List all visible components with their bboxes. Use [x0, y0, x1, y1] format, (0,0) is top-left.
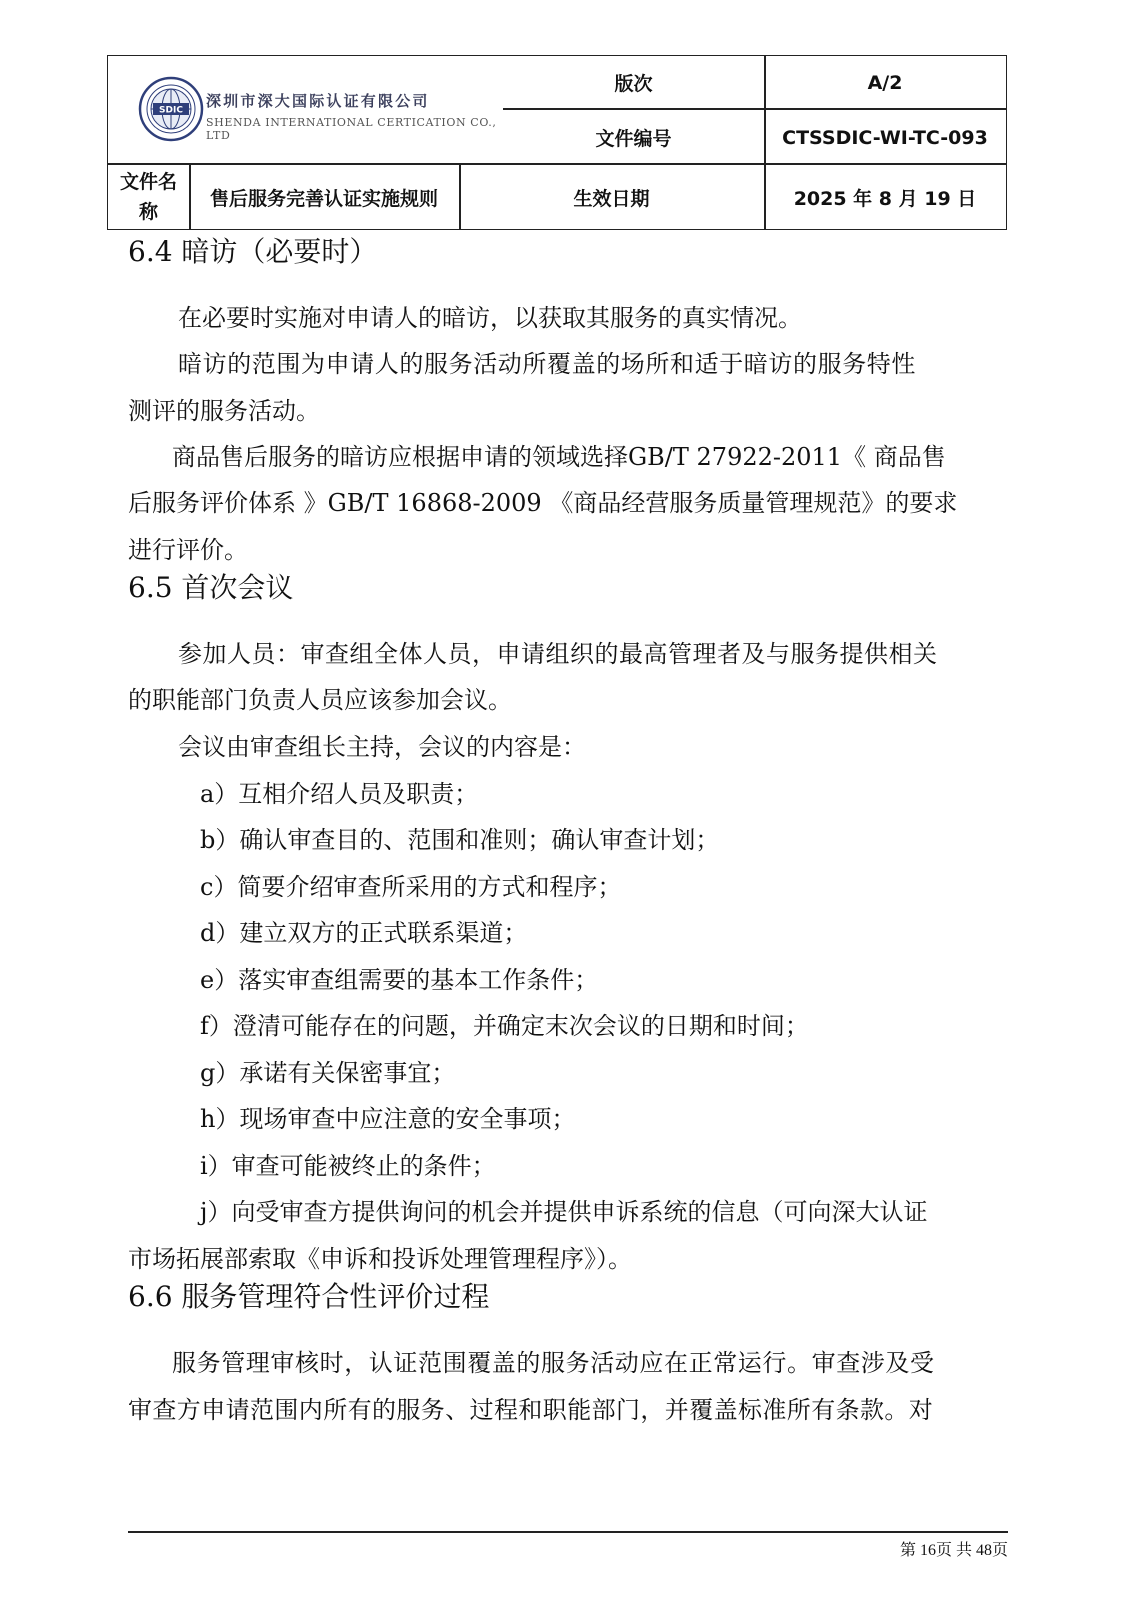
paragraph: 服务管理审核时，认证范围覆盖的服务活动应在正常运行。审查涉及受: [172, 1349, 935, 1377]
company-logo-block: [108, 56, 515, 164]
document-header-table: [107, 55, 1007, 230]
list-item: j）向受审查方提供询问的机会并提供申诉系统的信息（可向深大认证: [200, 1198, 928, 1226]
doc-name-value: 售后服务完善认证实施规则: [209, 187, 438, 210]
list-item: g）承诺有关保密事宜；: [200, 1059, 456, 1087]
paragraph: 在必要时实施对申请人的暗访，以获取其服务的真实情况。: [178, 304, 802, 332]
section-6-5-title: 6.5 首次会议: [128, 571, 294, 604]
company-name-cn: 深圳市深大国际认证有限公司: [206, 92, 430, 110]
list-item: i）审查可能被终止的条件；: [200, 1152, 496, 1180]
version-label: 版次: [614, 73, 653, 95]
list-item: b）确认审查目的、范围和准则；确认审查计划；: [200, 826, 720, 854]
paragraph: 后服务评价体系 》GB/T 16868-2009 《商品经营服务质量管理规范》的要求: [128, 489, 958, 517]
paragraph: 会议由审查组长主持，会议的内容是：: [178, 733, 586, 761]
paragraph: 参加人员：审查组全体人员，申请组织的最高管理者及与服务提供相关: [178, 640, 938, 668]
doc-name-label-line1: 文件名: [119, 171, 177, 193]
section-6-4-title: 6.4 暗访（必要时）: [128, 235, 378, 268]
page-number: 第 16页 共 48页: [899, 1542, 1008, 1559]
doc-number-value: CTSSDIC-WI-TC-093: [782, 126, 988, 149]
effective-date-label: 生效日期: [573, 187, 650, 210]
doc-name-label-line2: 称: [138, 201, 158, 223]
company-name-en: SHENDA INTERNATIONAL CERTICATION CO., LTD: [206, 116, 497, 142]
footer-rule: [128, 1531, 1008, 1533]
section-6-6-title: 6.6 服务管理符合性评价过程: [128, 1280, 490, 1313]
paragraph: 进行评价。: [128, 536, 248, 564]
svg-text:SDIC: SDIC: [159, 105, 183, 116]
paragraph: 商品售后服务的暗访应根据申请的领域选择GB/T 27922-2011《 商品售: [172, 443, 946, 471]
company-seal-icon: [138, 76, 204, 142]
list-item-continuation: 市场拓展部索取《申诉和投诉处理管理程序》）。: [128, 1245, 632, 1273]
version-value: A/2: [867, 71, 903, 94]
doc-number-label: 文件编号: [595, 128, 672, 150]
list-item: h）现场审查中应注意的安全事项；: [200, 1105, 576, 1133]
paragraph: 暗访的范围为申请人的服务活动所覆盖的场所和适于暗访的服务特性: [178, 350, 916, 378]
list-item: c）简要介绍审查所采用的方式和程序；: [200, 873, 622, 901]
effective-date-value: 2025 年 8 月 19 日: [793, 187, 977, 210]
list-item: e）落实审查组需要的基本工作条件；: [200, 966, 599, 994]
paragraph: 的职能部门负责人员应该参加会议。: [128, 686, 512, 714]
doc-name-label: [108, 164, 189, 230]
paragraph: 测评的服务活动。: [128, 397, 320, 425]
list-item: a）互相介绍人员及职责；: [200, 780, 479, 808]
list-item: d）建立双方的正式联系渠道；: [200, 919, 528, 947]
paragraph: 审查方申请范围内所有的服务、过程和职能部门，并覆盖标准所有条款。对: [128, 1396, 934, 1424]
list-item: f）澄清可能存在的问题，并确定末次会议的日期和时间；: [200, 1012, 809, 1040]
